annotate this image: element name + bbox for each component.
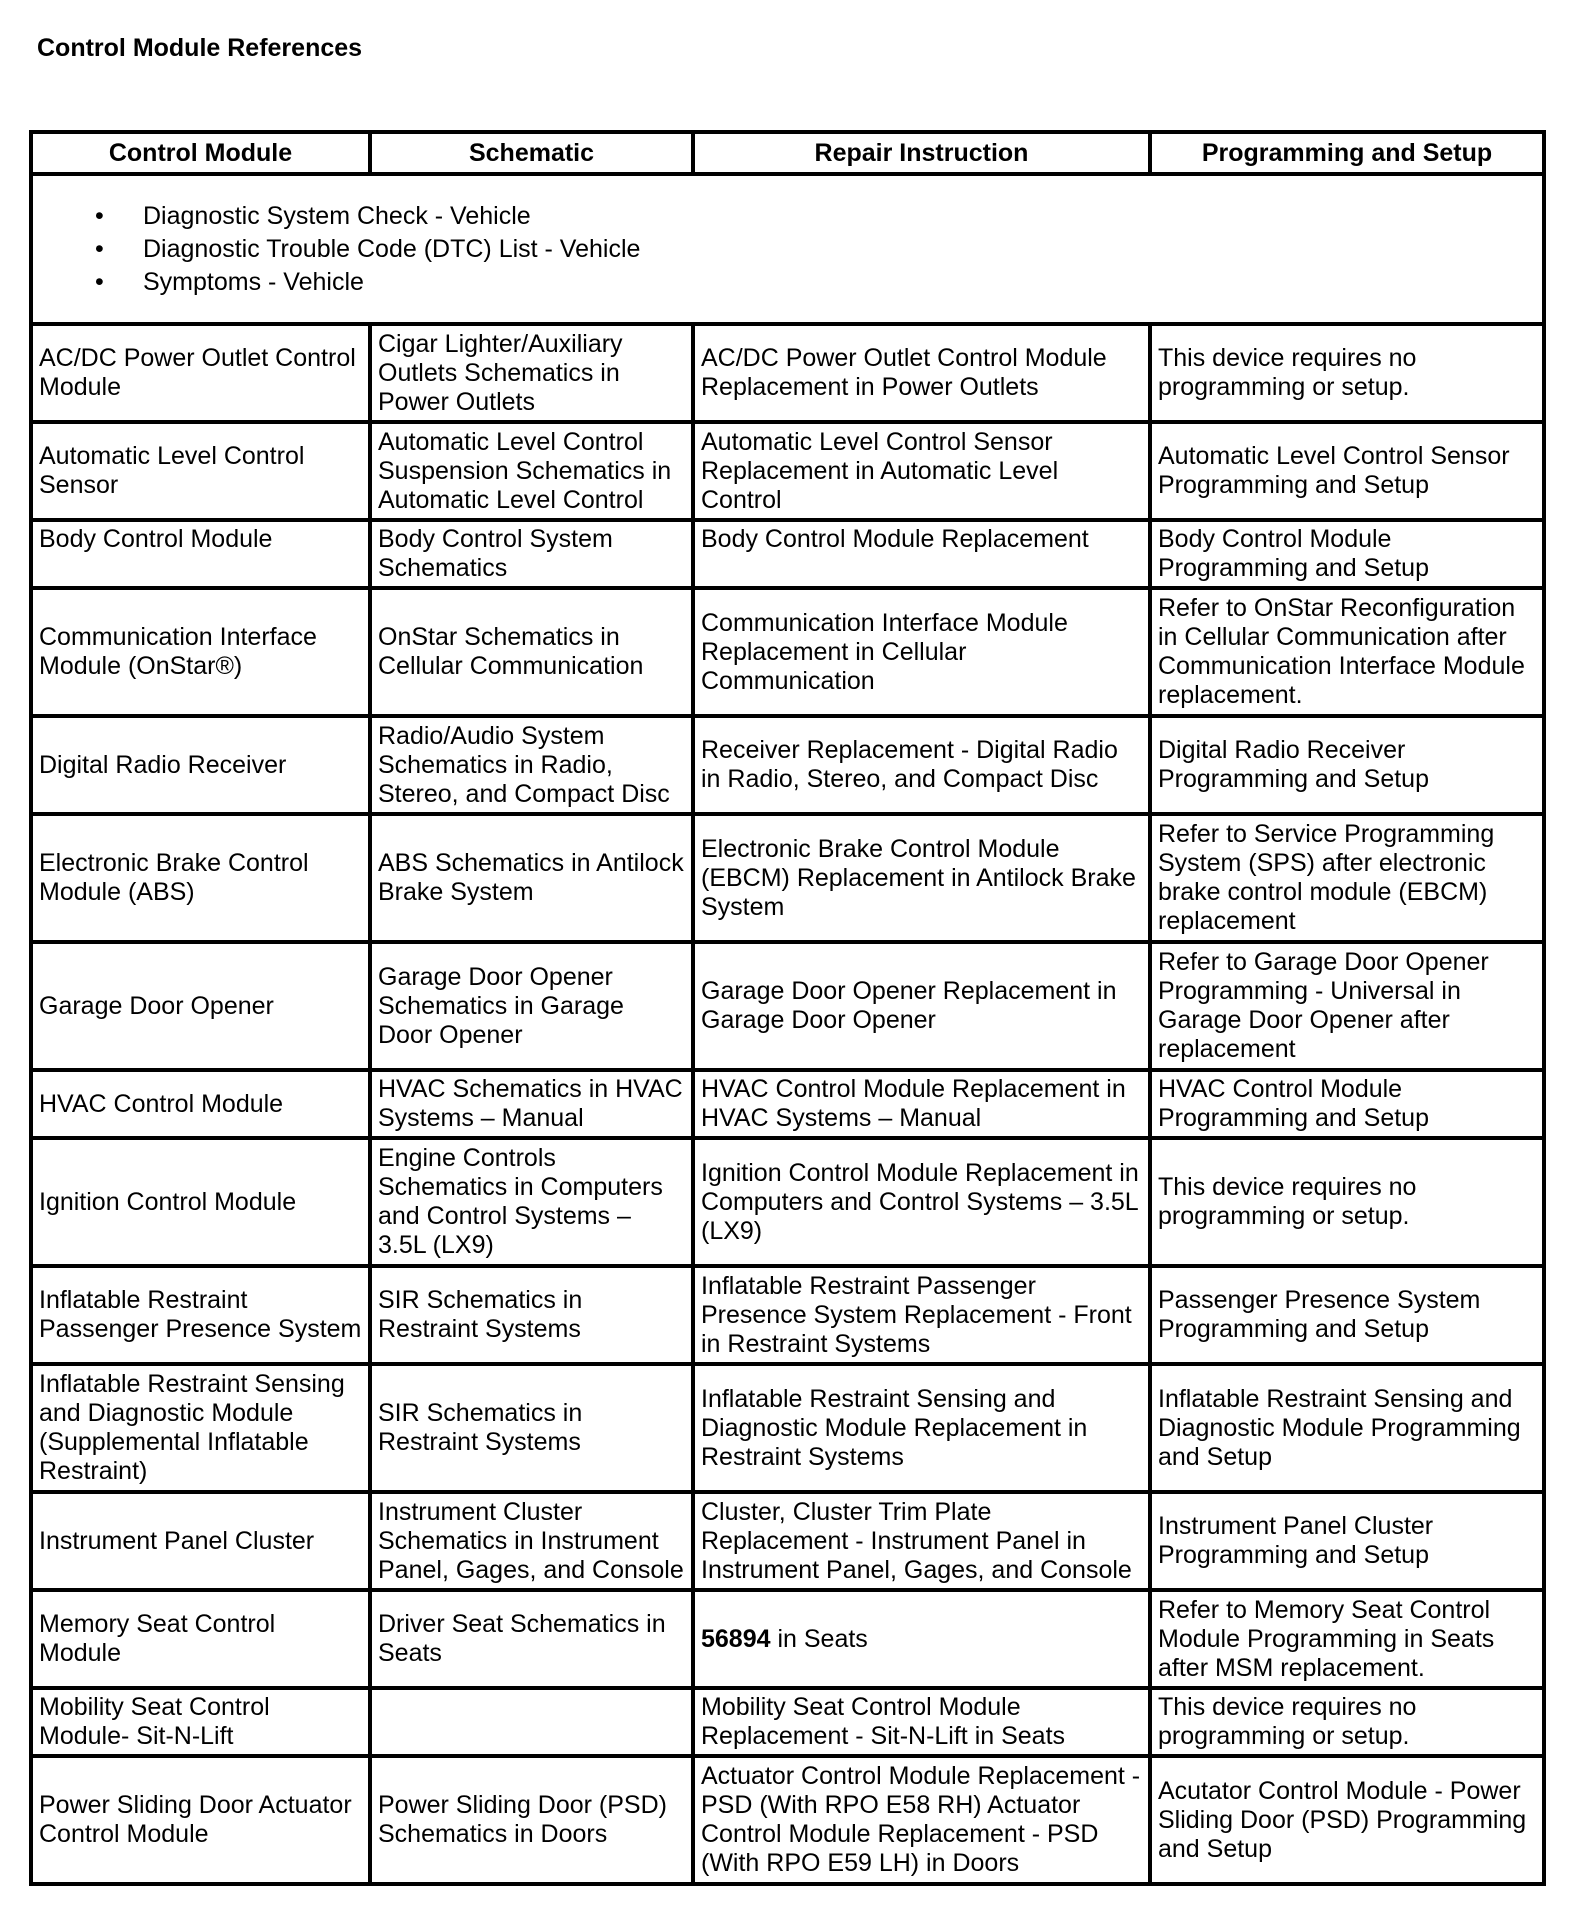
control-module-cell: Garage Door Opener [31, 942, 370, 1070]
column-header-schematic: Schematic [370, 132, 693, 174]
repair-instruction-link[interactable]: Electronic Brake Control Module (EBCM) Replacement in Antilock Brake System [693, 814, 1150, 942]
repair-instruction-link[interactable]: Garage Door Opener Replacement in Garage Door Opener [693, 942, 1150, 1070]
repair-instruction-link[interactable]: Automatic Level Control Sensor Replacement in Automatic Level Control [693, 422, 1150, 520]
table-row [31, 942, 1544, 1070]
table-row [31, 1266, 1544, 1364]
repair-instruction-link[interactable]: Body Control Module Replacement [693, 520, 1150, 588]
control-module-cell: HVAC Control Module [31, 1070, 370, 1138]
general-links-row [31, 174, 1544, 324]
repair-instruction-link[interactable]: Cluster, Cluster Trim Plate Replacement - Instrument Panel in Instrument Panel, Gages, and Console [693, 1492, 1150, 1590]
programming-setup-link[interactable]: Digital Radio Receiver Programming and Setup [1150, 716, 1544, 814]
repair-instruction-link[interactable]: HVAC Control Module Replacement in HVAC Systems – Manual [693, 1070, 1150, 1138]
schematic-link[interactable]: OnStar Schematics in Cellular Communication [370, 588, 693, 716]
table-row [31, 716, 1544, 814]
page-title: Control Module References [37, 34, 363, 62]
schematic-link[interactable]: SIR Schematics in Restraint Systems [370, 1266, 693, 1364]
repair-instruction-link[interactable]: Receiver Replacement - Digital Radio in Radio, Stereo, and Compact Disc [693, 716, 1150, 814]
programming-setup-cell: This device requires no programming or setup. [1150, 1688, 1544, 1756]
programming-setup-link[interactable]: Instrument Panel Cluster Programming and Setup [1150, 1492, 1544, 1590]
repair-instruction-link[interactable]: Inflatable Restraint Sensing and Diagnostic Module Replacement in Restraint Systems [693, 1364, 1150, 1492]
link-symptoms[interactable]: • Symptoms - Vehicle [143, 266, 1536, 299]
schematic-link[interactable]: SIR Schematics in Restraint Systems [370, 1364, 693, 1492]
control-module-cell: Inflatable Restraint Sensing and Diagnostic Module (Supplemental Inflatable Restraint) [31, 1364, 370, 1492]
control-module-cell: Power Sliding Door Actuator Control Module [31, 1756, 370, 1884]
table-row [31, 1070, 1544, 1138]
table-row [31, 1688, 1544, 1756]
programming-setup-cell: Refer to Memory Seat Control Module Programming in Seats after MSM replacement. [1150, 1590, 1544, 1688]
programming-setup-cell: This device requires no programming or setup. [1150, 324, 1544, 422]
control-module-cell: Memory Seat Control Module [31, 1590, 370, 1688]
table-row [31, 324, 1544, 422]
link-dtc-list[interactable]: • Diagnostic Trouble Code (DTC) List - Vehicle [143, 233, 1536, 266]
table-row [31, 1756, 1544, 1884]
link-diagnostic-system-check[interactable]: • Diagnostic System Check - Vehicle [143, 200, 1536, 233]
control-module-cell: Electronic Brake Control Module (ABS) [31, 814, 370, 942]
repair-instruction-link[interactable]: Actuator Control Module Replacement - PSD (With RPO E58 RH) Actuator Control Module Replacement - PSD (With RPO E59 LH) in Doors [693, 1756, 1150, 1884]
column-header-programming-setup: Programming and Setup [1150, 132, 1544, 174]
schematic-link[interactable]: HVAC Schematics in HVAC Systems – Manual [370, 1070, 693, 1138]
schematic-link[interactable]: Instrument Cluster Schematics in Instrument Panel, Gages, and Console [370, 1492, 693, 1590]
programming-setup-link[interactable]: Inflatable Restraint Sensing and Diagnostic Module Programming and Setup [1150, 1364, 1544, 1492]
repair-procedure-number[interactable]: 56894 [701, 1624, 771, 1653]
schematic-link[interactable]: ABS Schematics in Antilock Brake System [370, 814, 693, 942]
control-module-cell: Instrument Panel Cluster [31, 1492, 370, 1590]
repair-instruction-link[interactable]: Inflatable Restraint Passenger Presence System Replacement - Front in Restraint Systems [693, 1266, 1150, 1364]
control-module-cell: Digital Radio Receiver [31, 716, 370, 814]
control-module-cell: Inflatable Restraint Passenger Presence System [31, 1266, 370, 1364]
programming-setup-cell: Refer to Service Programming System (SPS) after electronic brake control module (EBCM) replacement [1150, 814, 1544, 942]
control-module-cell: Mobility Seat Control Module- Sit-N-Lift [31, 1688, 370, 1756]
schematic-link[interactable]: Driver Seat Schematics in Seats [370, 1590, 693, 1688]
programming-setup-cell: This device requires no programming or setup. [1150, 1138, 1544, 1266]
programming-setup-link[interactable]: Acutator Control Module - Power Sliding Door (PSD) Programming and Setup [1150, 1756, 1544, 1884]
table-row [31, 520, 1544, 588]
control-module-table [29, 130, 1546, 1886]
table-row [31, 422, 1544, 520]
table-row [31, 1590, 1544, 1688]
schematic-link[interactable]: Cigar Lighter/Auxiliary Outlets Schematics in Power Outlets [370, 324, 693, 422]
schematic-link[interactable]: Garage Door Opener Schematics in Garage Door Opener [370, 942, 693, 1070]
column-header-repair-instruction: Repair Instruction [693, 132, 1150, 174]
control-module-cell: Communication Interface Module (OnStar®) [31, 588, 370, 716]
control-module-cell: AC/DC Power Outlet Control Module [31, 324, 370, 422]
control-module-cell: Body Control Module [31, 520, 370, 588]
table-row [31, 814, 1544, 942]
programming-setup-link[interactable]: HVAC Control Module Programming and Setup [1150, 1070, 1544, 1138]
repair-instruction-link[interactable]: Communication Interface Module Replacement in Cellular Communication [693, 588, 1150, 716]
repair-instruction-link[interactable] [693, 1590, 1150, 1688]
table-row [31, 1138, 1544, 1266]
repair-instruction-link[interactable]: Mobility Seat Control Module Replacement - Sit-N-Lift in Seats [693, 1688, 1150, 1756]
programming-setup-link[interactable]: Automatic Level Control Sensor Programming and Setup [1150, 422, 1544, 520]
general-links-cell [31, 174, 1544, 324]
schematic-link[interactable]: Automatic Level Control Suspension Schematics in Automatic Level Control [370, 422, 693, 520]
programming-setup-link[interactable]: Passenger Presence System Programming and Setup [1150, 1266, 1544, 1364]
programming-setup-link[interactable]: Body Control Module Programming and Setup [1150, 520, 1544, 588]
repair-procedure-location: in Seats [770, 1624, 868, 1653]
control-module-cell: Automatic Level Control Sensor [31, 422, 370, 520]
programming-setup-cell: Refer to Garage Door Opener Programming - Universal in Garage Door Opener after replacement [1150, 942, 1544, 1070]
programming-setup-cell: Refer to OnStar Reconfiguration in Cellular Communication after Communication Interface Module replacement. [1150, 588, 1544, 716]
table-header-row [31, 132, 1544, 174]
repair-instruction-link[interactable]: AC/DC Power Outlet Control Module Replacement in Power Outlets [693, 324, 1150, 422]
table-row [31, 588, 1544, 716]
column-header-control-module: Control Module [31, 132, 370, 174]
schematic-link[interactable]: Body Control System Schematics [370, 520, 693, 588]
schematic-link[interactable]: Engine Controls Schematics in Computers and Control Systems – 3.5L (LX9) [370, 1138, 693, 1266]
schematic-link [370, 1688, 693, 1756]
table-row [31, 1492, 1544, 1590]
control-module-cell: Ignition Control Module [31, 1138, 370, 1266]
table-row [31, 1364, 1544, 1492]
repair-instruction-link[interactable]: Ignition Control Module Replacement in Computers and Control Systems – 3.5L (LX9) [693, 1138, 1150, 1266]
schematic-link[interactable]: Radio/Audio System Schematics in Radio, Stereo, and Compact Disc [370, 716, 693, 814]
schematic-link[interactable]: Power Sliding Door (PSD) Schematics in Doors [370, 1756, 693, 1884]
general-links-list [39, 200, 1536, 299]
